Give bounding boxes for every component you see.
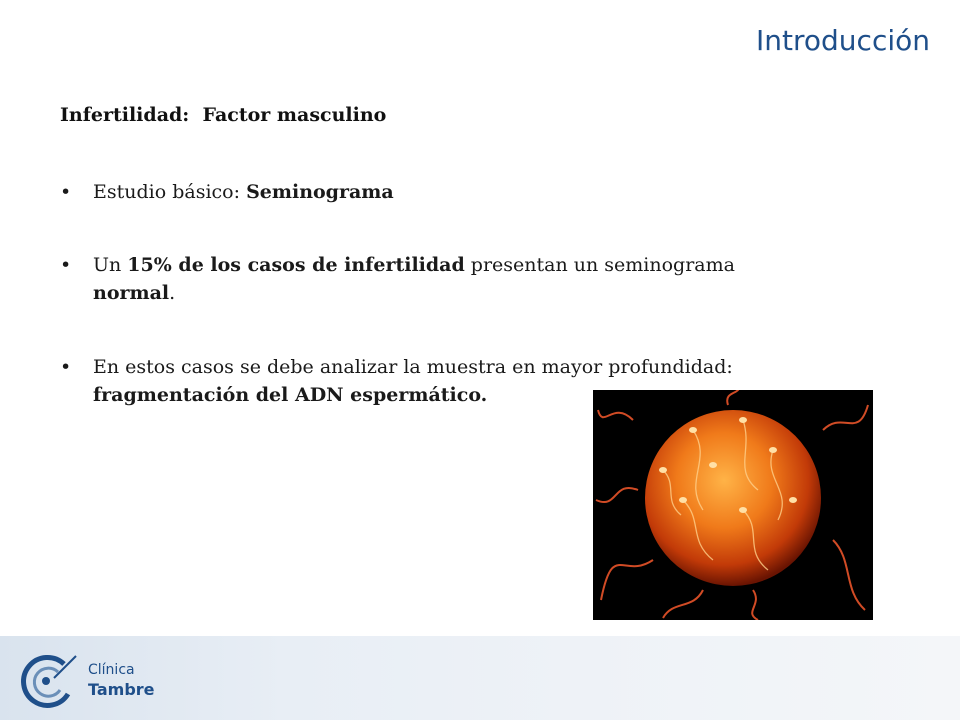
bullet-text-part: . [169,282,176,304]
bullet-text-bold: fragmentación del ADN espermático. [93,384,488,406]
logo-text-clinica: Clínica [88,662,135,678]
bullet-text-part: En estos casos se debe analizar la muestra en mayor profundidad: [93,356,733,378]
bullet-text [93,178,850,206]
section-subtitle: Infertilidad: Factor masculino [60,104,387,126]
footer-band [0,636,960,720]
bullet-item [60,251,850,307]
bullet-text-bold: 15% de los casos de infertilidad [127,254,465,276]
bullet-text-bold: normal [93,282,170,304]
logo-text-tambre: Tambre [88,680,155,699]
bullet-text-part: Estudio básico: [93,181,247,203]
clinica-tambre-logo-icon [14,650,78,712]
bullet-text [93,251,850,307]
bullet-text-bold: Seminograma [246,181,394,203]
egg-cell-illustration [593,390,873,620]
bullet-text-part: Un [93,254,128,276]
bullet-item [60,178,850,206]
bullet-marker: • [60,254,72,276]
bullet-text-part: presentan un seminograma [464,254,735,276]
bullet-marker: • [60,356,72,378]
slide-title: Introducción [756,24,930,57]
clinica-tambre-logo [14,650,164,712]
bullet-marker: • [60,181,72,203]
egg-cell-with-sperm-image [593,390,873,620]
